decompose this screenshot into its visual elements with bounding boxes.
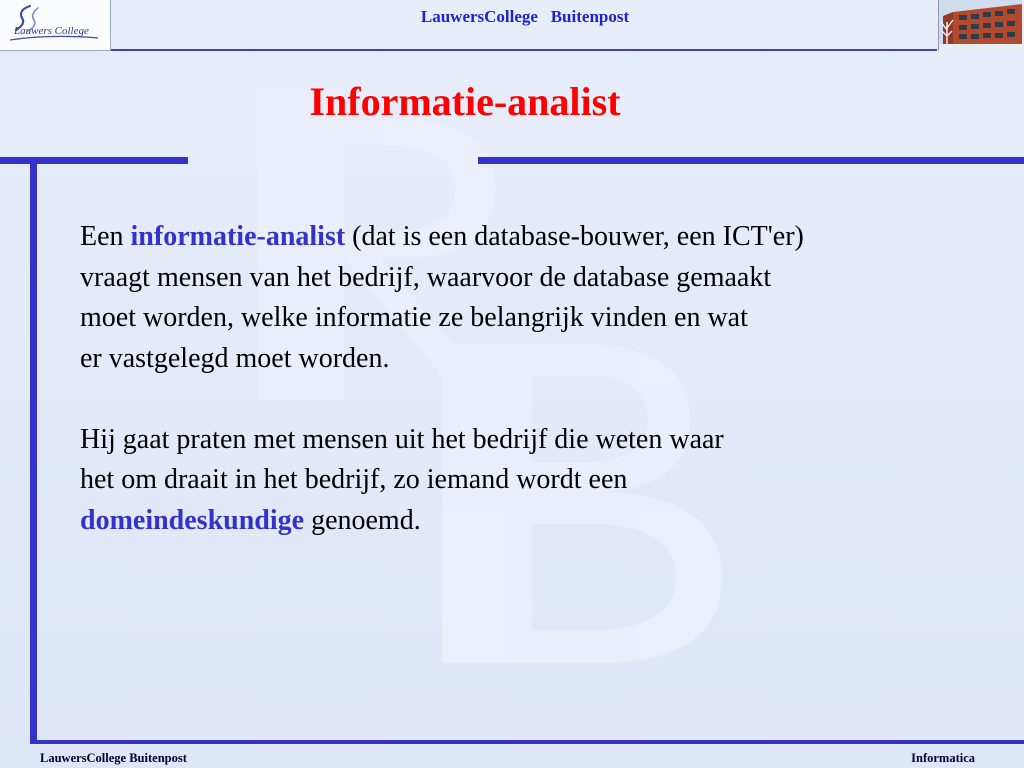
- left-vertical-rule: [30, 164, 37, 744]
- lauwers-college-logo: [0, 0, 111, 51]
- text-segment: Een: [80, 221, 131, 252]
- text-line: [80, 217, 1010, 258]
- paragraph-1: [80, 217, 1010, 379]
- logo-text: Lauwers College: [14, 25, 89, 37]
- text-line: er vastgelegd moet worden.: [80, 342, 390, 374]
- highlighted-term: domeindeskundige: [80, 504, 305, 536]
- top-rule-left: [0, 157, 188, 164]
- highlighted-term: informatie-analist: [130, 221, 346, 252]
- text-line: moet worden, welke informatie ze belangrijk vinden en wat: [80, 302, 748, 333]
- bottom-rule: [30, 740, 1024, 744]
- footer-subject: Informatica: [911, 751, 975, 765]
- building-photo-graphic: [939, 0, 1022, 51]
- text-segment: genoemd.: [304, 504, 421, 536]
- footer-school-name: LauwersCollege Buitenpost: [40, 751, 187, 765]
- text-segment: (dat is een database-bouwer, een ICT'er): [345, 221, 804, 252]
- logo-graphic: [0, 0, 110, 50]
- photo-building-side: [943, 12, 953, 44]
- text-line: het om draait in het bedrijf, zo iemand wordt een: [80, 464, 628, 495]
- slide-title: Informatie-analist: [309, 79, 621, 124]
- text-line: Hij gaat praten met mensen uit het bedrijf die weten waar: [80, 423, 724, 455]
- header-divider: [111, 49, 937, 51]
- slide-body: [80, 217, 1010, 541]
- text-line: [80, 501, 1010, 542]
- school-building-photo: [938, 0, 1022, 51]
- photo-ground: [939, 44, 1022, 51]
- top-rule-right: [478, 157, 1024, 164]
- paragraph-2: [80, 420, 1010, 542]
- header-title: LauwersCollege Buitenpost: [420, 7, 630, 26]
- text-line: vraagt mensen van het bedrijf, waarvoor de database gemaakt: [80, 261, 772, 293]
